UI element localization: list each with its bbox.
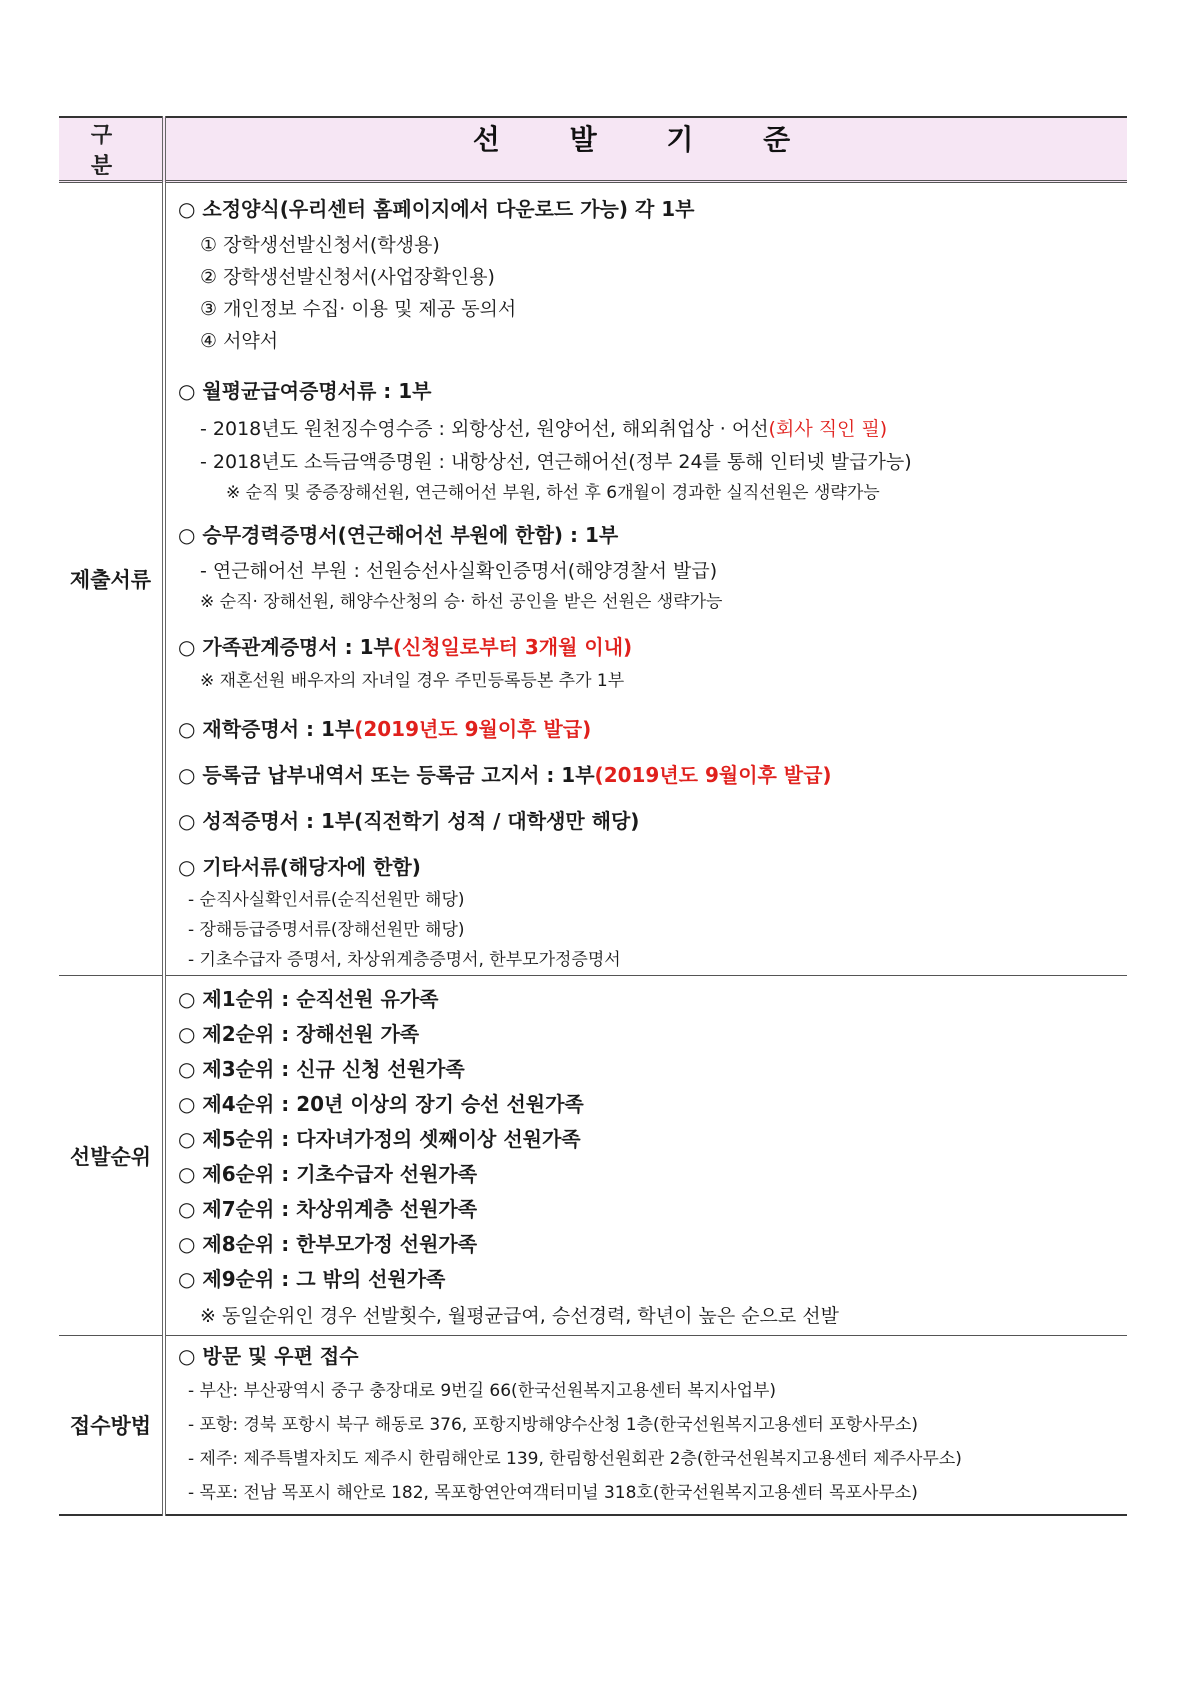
- family-note: ※ 재혼선원 배우자의 자녀일 경우 주민등록등본 추가 1부: [200, 671, 625, 691]
- wage-line-1-text: - 2018년도 원천징수영수증 : 외항상선, 원양어선, 해외취업상 · 어선: [200, 418, 769, 440]
- documents-label: 제출서류: [59, 182, 164, 976]
- ranking-note: ※ 동일순위인 경우 선발횟수, 월평균급여, 승선경력, 학년이 높은 순으로 선발: [200, 1305, 840, 1327]
- enroll-title: [178, 717, 1127, 741]
- form-item: ③ 개인정보 수집· 이용 및 제공 동의서: [200, 298, 517, 320]
- family-title-text: ○ 가족관계증명서 : 1부: [178, 635, 393, 659]
- selection-criteria-table: [59, 116, 1127, 1516]
- ranking-item: ○ 제7순위 : 차상위계층 선원가족: [178, 1197, 478, 1221]
- ranking-item: ○ 제4순위 : 20년 이상의 장기 승선 선원가족: [178, 1092, 584, 1116]
- ranking-item: ○ 제9순위 : 그 밖의 선원가족: [178, 1267, 446, 1291]
- wage-line-2: - 2018년도 소득금액증명원 : 내항상선, 연근해어선(정부 24를 통해 인터넷 발급가능): [200, 451, 912, 473]
- ranking-item: ○ 제5순위 : 다자녀가정의 셋째이상 선원가족: [178, 1127, 581, 1151]
- form-item: ② 장학생선발신청서(사업장확인용): [200, 266, 495, 288]
- submission-item: - 포항: 경북 포항시 북구 해동로 376, 포항지방해양수산청 1층(한국선원복지고용센터 포항사무소): [188, 1415, 919, 1435]
- submission-item: - 목포: 전남 목포시 해안로 182, 목포항연안여객터미널 318호(한국선원복지고용센터 목포사무소): [188, 1483, 918, 1503]
- wage-note: ※ 순직 및 중증장해선원, 연근해어선 부원, 하선 후 6개월이 경과한 실직선원은 생략가능: [226, 483, 880, 503]
- documents-row: [59, 182, 1127, 976]
- submission-label: 접수방법: [59, 1336, 164, 1516]
- ranking-item: ○ 제6순위 : 기초수급자 선원가족: [178, 1162, 478, 1186]
- wage-title: ○ 월평균급여증명서류 : 1부: [178, 379, 432, 403]
- criteria-grid: [59, 116, 1127, 1516]
- enroll-title-text: ○ 재학증명서 : 1부: [178, 717, 355, 741]
- family-title: [178, 635, 1127, 659]
- ranking-content: [164, 976, 1127, 1336]
- header-title: 선 발 기 준: [472, 123, 821, 156]
- tuition-title-text: ○ 등록금 납부내역서 또는 등록금 고지서 : 1부: [178, 763, 595, 787]
- etc-item: - 순직사실확인서류(순직선원만 해당): [188, 890, 465, 910]
- career-title: ○ 승무경력증명서(연근해어선 부원에 한함) : 1부: [178, 523, 619, 547]
- header-category-label: 구 분: [90, 123, 131, 179]
- wage-line-1: [178, 413, 1127, 445]
- documents-content: [164, 182, 1127, 976]
- career-note: ※ 순직· 장해선원, 해양수산청의 승· 하선 공인을 받은 선원은 생략가능: [200, 592, 723, 612]
- etc-item: - 장해등급증명서류(장해선원만 해당): [188, 920, 465, 940]
- ranking-item: ○ 제2순위 : 장해선원 가족: [178, 1022, 420, 1046]
- family-title-red: (신청일로부터 3개월 이내): [392, 635, 633, 659]
- tuition-title: [178, 763, 1127, 787]
- career-line-1: - 연근해어선 부원 : 선원승선사실확인증명서(해양경찰서 발급): [200, 560, 718, 582]
- form-item: ① 장학생선발신청서(학생용): [200, 234, 440, 256]
- submission-item: - 제주: 제주특별자치도 제주시 한림해안로 139, 한림항선원회관 2층(한국선원복지고용센터 제주사무소): [188, 1449, 962, 1469]
- ranking-row: [59, 976, 1127, 1336]
- ranking-item: ○ 제3순위 : 신규 신청 선원가족: [178, 1057, 465, 1081]
- etc-title: ○ 기타서류(해당자에 한함): [178, 855, 421, 879]
- submission-title: ○ 방문 및 우편 접수: [178, 1344, 359, 1368]
- wage-line-1-red: (회사 직인 필): [768, 418, 888, 440]
- table-header-row: [59, 117, 1127, 182]
- header-category-cell: [59, 117, 164, 182]
- etc-item: - 기초수급자 증명서, 차상위계층증명서, 한부모가정증명서: [188, 950, 621, 970]
- ranking-label: 선발순위: [59, 976, 164, 1336]
- submission-row: [59, 1336, 1127, 1516]
- ranking-item: ○ 제8순위 : 한부모가정 선원가족: [178, 1232, 478, 1256]
- form-title: ○ 소정양식(우리센터 홈페이지에서 다운로드 가능) 각 1부: [178, 197, 695, 221]
- tuition-title-red: (2019년도 9월이후 발급): [594, 763, 832, 787]
- grades-title: ○ 성적증명서 : 1부(직전학기 성적 / 대학생만 해당): [178, 809, 640, 833]
- submission-content: [164, 1336, 1127, 1516]
- header-title-cell: [164, 117, 1127, 182]
- ranking-item: ○ 제1순위 : 순직선원 유가족: [178, 987, 439, 1011]
- form-item: ④ 서약서: [200, 330, 279, 352]
- submission-item: - 부산: 부산광역시 중구 충장대로 9번길 66(한국선원복지고용센터 복지사업부): [188, 1381, 777, 1401]
- enroll-title-red: (2019년도 9월이후 발급): [354, 717, 592, 741]
